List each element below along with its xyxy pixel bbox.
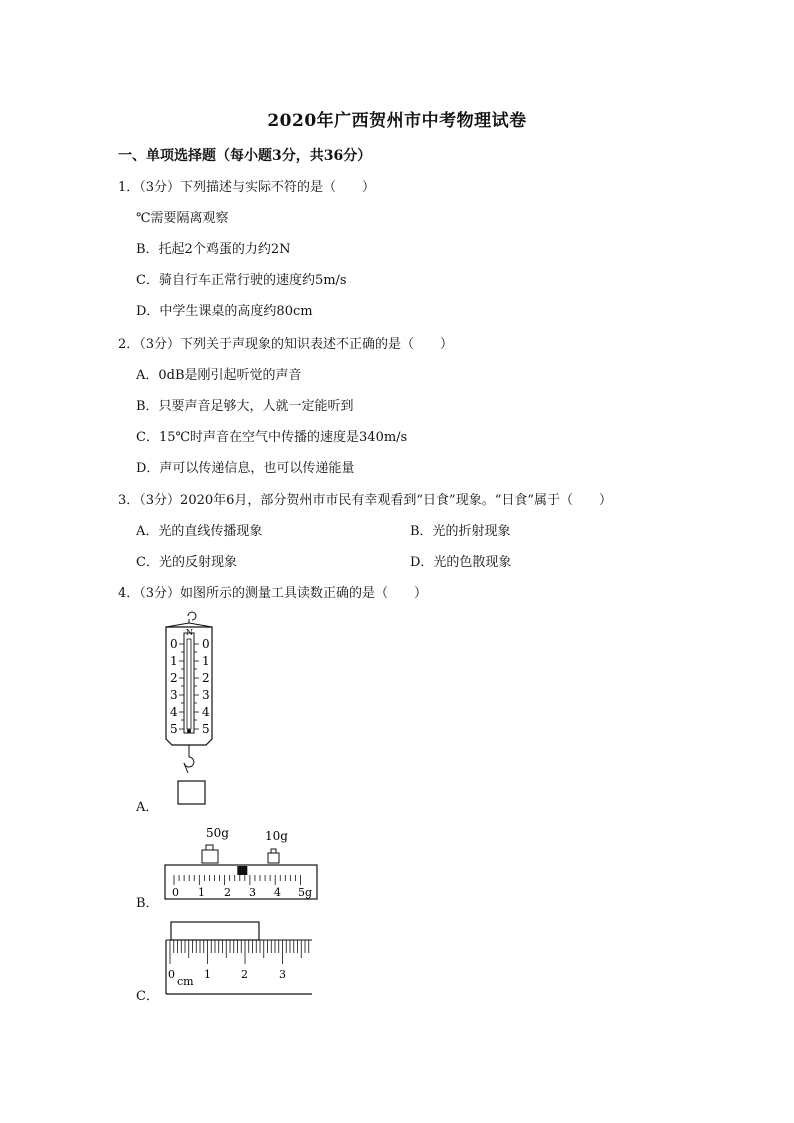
question-1-option-d: D．中学生课桌的高度约80cm — [136, 304, 313, 319]
spring-scale-tick: 1 — [170, 654, 178, 668]
beam-tick-label: 1 — [198, 886, 205, 899]
question-3-option-a: A．光的直线传播现象 — [136, 524, 263, 539]
spring-scale-tick: 4 — [170, 705, 178, 719]
question-1-option-b: B．托起2个鸡蛋的力约2N — [136, 242, 291, 257]
spring-scale-tick: 1 — [202, 654, 210, 668]
ruler-tick-label: 3 — [279, 968, 286, 981]
beam-tick-label: 0 — [172, 886, 179, 899]
question-4-option-b: B． — [136, 896, 159, 911]
question-3-stem: 3．（3分）2020年6月，部分贺州市市民有幸观看到“日食”现象。“日食”属于（ ） — [118, 493, 612, 508]
question-4-option-a: A． — [136, 800, 159, 815]
ruler-figure — [160, 918, 325, 998]
spring-scale-tick: 0 — [170, 637, 178, 651]
section-heading: 一、单项选择题（每小题3分，共36分） — [118, 148, 372, 164]
page-title: 2020年广西贺州市中考物理试卷 — [267, 111, 527, 131]
question-2-option-a: A．0dB是刚引起听觉的声音 — [136, 368, 302, 383]
measured-block — [171, 922, 259, 940]
ruler-tick-label: 2 — [241, 968, 248, 981]
ruler-unit: cm — [177, 975, 194, 988]
balance-beam-figure — [160, 822, 325, 904]
hanging-weight — [178, 781, 205, 804]
spring-scale-tick: 2 — [170, 671, 178, 685]
beam-tick-label: 2 — [224, 886, 231, 899]
ruler-tick-label: 1 — [204, 968, 211, 981]
spring-scale-tick: 4 — [202, 705, 210, 719]
beam-tick-label: 5g — [298, 886, 313, 899]
question-1-option-a: ℃需要隔离观察 — [136, 211, 229, 226]
spring-scale-tick: 3 — [202, 688, 210, 702]
question-3-option-c: C．光的反射现象 — [136, 555, 237, 570]
weight-10g-icon — [268, 849, 279, 863]
beam-tick-label: 3 — [249, 886, 256, 899]
spring-scale-unit: N — [186, 628, 193, 637]
question-3-option-d: D．光的色散现象 — [410, 555, 512, 570]
question-1-stem: 1．（3分）下列描述与实际不符的是（ ） — [118, 180, 376, 195]
question-4-stem: 4．（3分）如图所示的测量工具读数正确的是（ ） — [118, 586, 428, 601]
spring-scale-tick: 5 — [202, 722, 210, 736]
spring-scale-figure — [160, 607, 230, 807]
question-2-stem: 2．（3分）下列关于声现象的知识表述不正确的是（ ） — [118, 337, 454, 352]
question-2-option-b: B．只要声音足够大，人就一定能听到 — [136, 399, 354, 414]
question-1-option-c: C．骑自行车正常行驶的速度约5m/s — [136, 273, 347, 288]
weight-10g-label: 10g — [265, 829, 288, 843]
weight-50g-label: 50g — [206, 826, 229, 840]
spring-scale-tick: 5 — [170, 722, 178, 736]
question-4-option-c: C． — [136, 989, 159, 1004]
rider-slider — [237, 866, 247, 875]
spring-scale-tick: 3 — [170, 688, 178, 702]
question-2-option-d: D．声可以传递信息，也可以传递能量 — [136, 461, 355, 476]
ruler-tick-label: 0 — [168, 968, 175, 981]
spring-scale-tick: 2 — [202, 671, 210, 685]
question-2-option-c: C．15℃时声音在空气中传播的速度是340m/s — [136, 430, 408, 445]
beam-tick-label: 4 — [274, 886, 281, 899]
question-3-option-b: B．光的折射现象 — [410, 524, 511, 539]
weight-50g-icon — [202, 845, 218, 863]
spring-scale-tick: 0 — [202, 637, 210, 651]
